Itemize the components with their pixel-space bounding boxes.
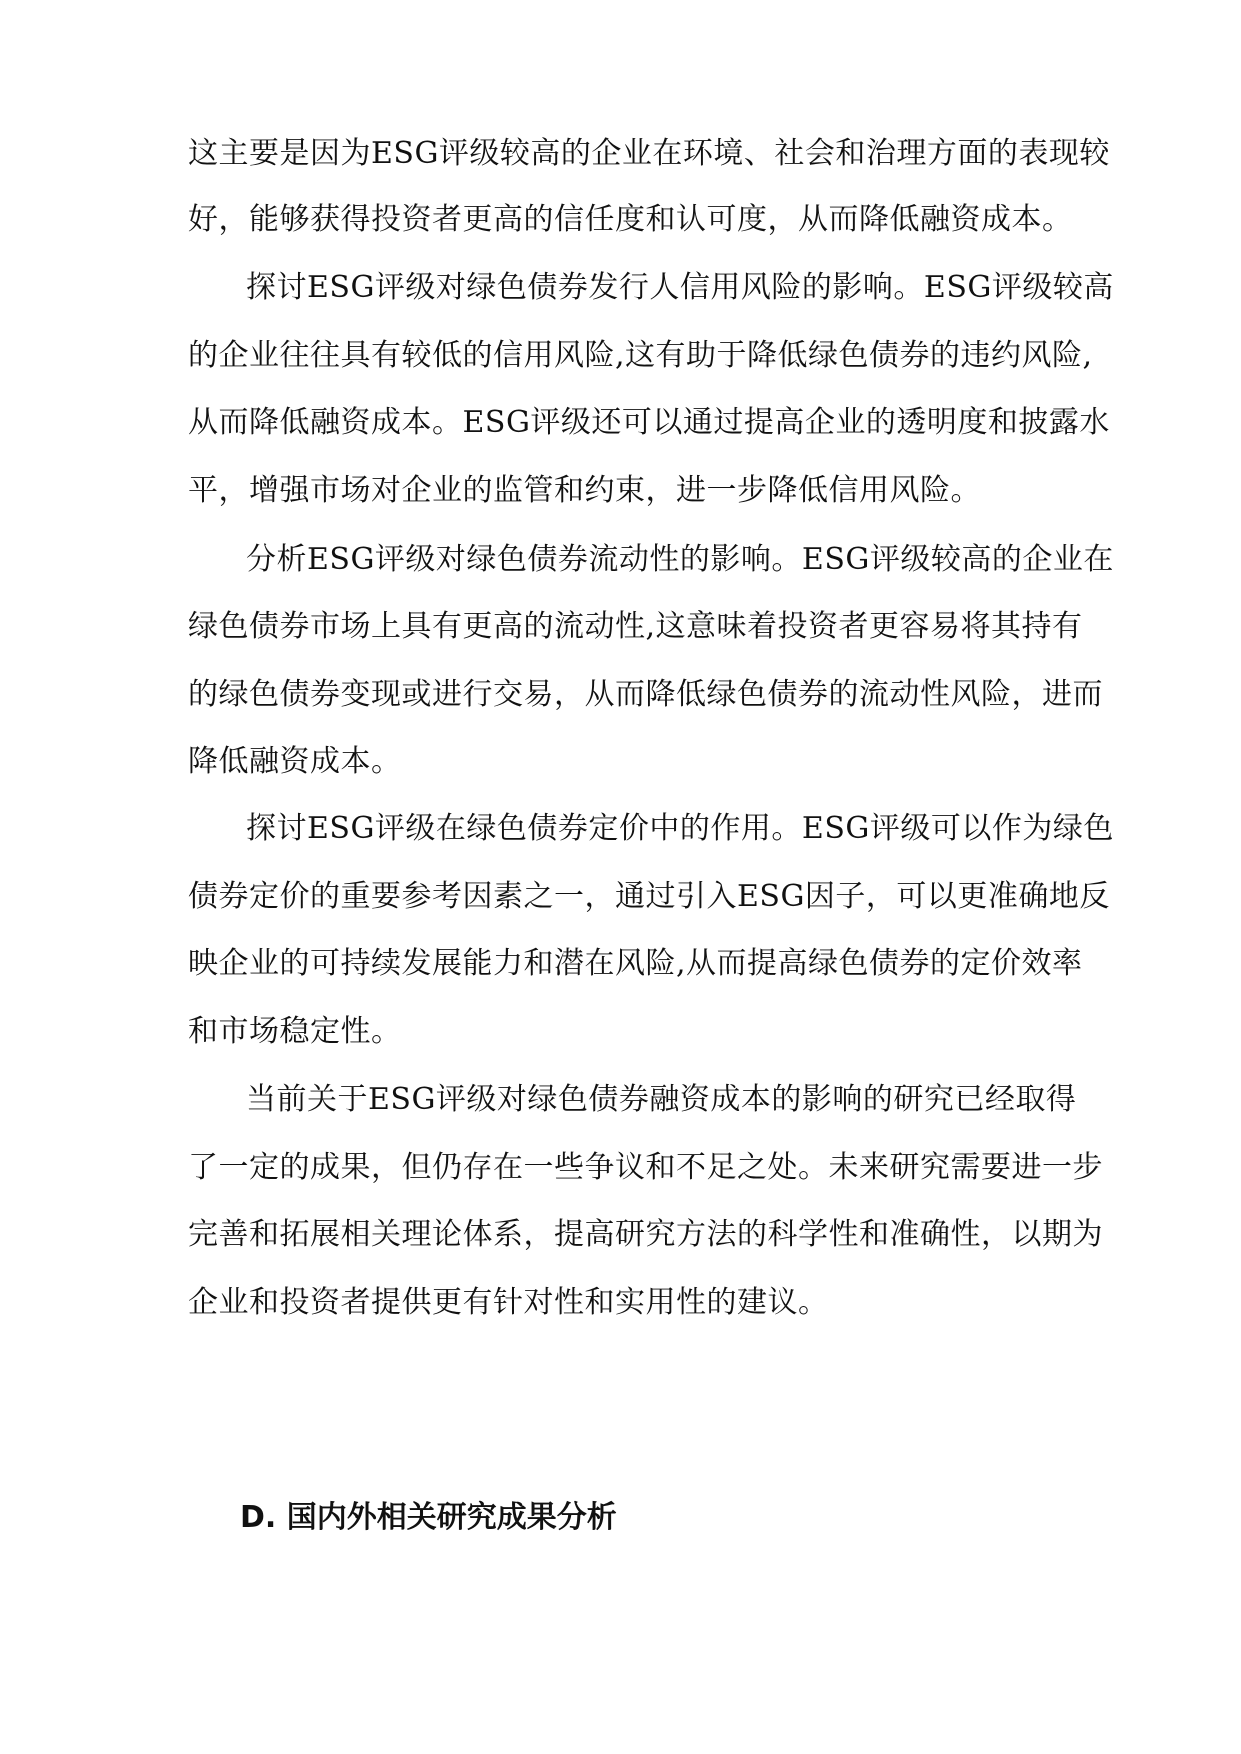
paragraph-3-line-4: 降低融资成本。 [188, 744, 402, 779]
paragraph-2-line-3: 从而降低融资成本。ESG评级还可以通过提高企业的透明度和披露水 [188, 405, 1110, 440]
paragraph-4-line-3: 映企业的可持续发展能力和潜在风险,从而提高绿色债券的定价效率 [188, 946, 1083, 981]
paragraph-2-line-4: 平，增强市场对企业的监管和约束，进一步降低信用风险。 [188, 473, 981, 508]
paragraph-3-line-2: 绿色债券市场上具有更高的流动性,这意味着投资者更容易将其持有 [188, 609, 1083, 644]
paragraph-4-line-4: 和市场稳定性。 [188, 1014, 402, 1049]
paragraph-3-line-1: 分析ESG评级对绿色债券流动性的影响。ESG评级较高的企业在 [246, 542, 1114, 577]
paragraph-5-line-1: 当前关于ESG评级对绿色债券融资成本的影响的研究已经取得 [246, 1082, 1077, 1117]
paragraph-4-line-1: 探讨ESG评级在绿色债券定价中的作用。ESG评级可以作为绿色 [246, 811, 1114, 846]
paragraph-1-line-1: 这主要是因为ESG评级较高的企业在环境、社会和治理方面的表现较 [188, 136, 1110, 171]
paragraph-2-line-1: 探讨ESG评级对绿色债券发行人信用风险的影响。ESG评级较高 [246, 270, 1114, 305]
paragraph-5-line-3: 完善和拓展相关理论体系，提高研究方法的科学性和准确性，以期为 [188, 1217, 1103, 1252]
section-heading: D. 国内外相关研究成果分析 [240, 1500, 617, 1535]
paragraph-2-line-2: 的企业往往具有较低的信用风险,这有助于降低绿色债券的违约风险, [188, 338, 1093, 373]
paragraph-1-line-2: 好，能够获得投资者更高的信任度和认可度，从而降低融资成本。 [188, 202, 1073, 237]
paragraph-5-line-4: 企业和投资者提供更有针对性和实用性的建议。 [188, 1285, 829, 1320]
paragraph-3-line-3: 的绿色债券变现或进行交易，从而降低绿色债券的流动性风险，进而 [188, 677, 1103, 712]
paragraph-5-line-2: 了一定的成果，但仍存在一些争议和不足之处。未来研究需要进一步 [188, 1150, 1103, 1185]
paragraph-4-line-2: 债券定价的重要参考因素之一，通过引入ESG因子，可以更准确地反 [188, 879, 1110, 914]
